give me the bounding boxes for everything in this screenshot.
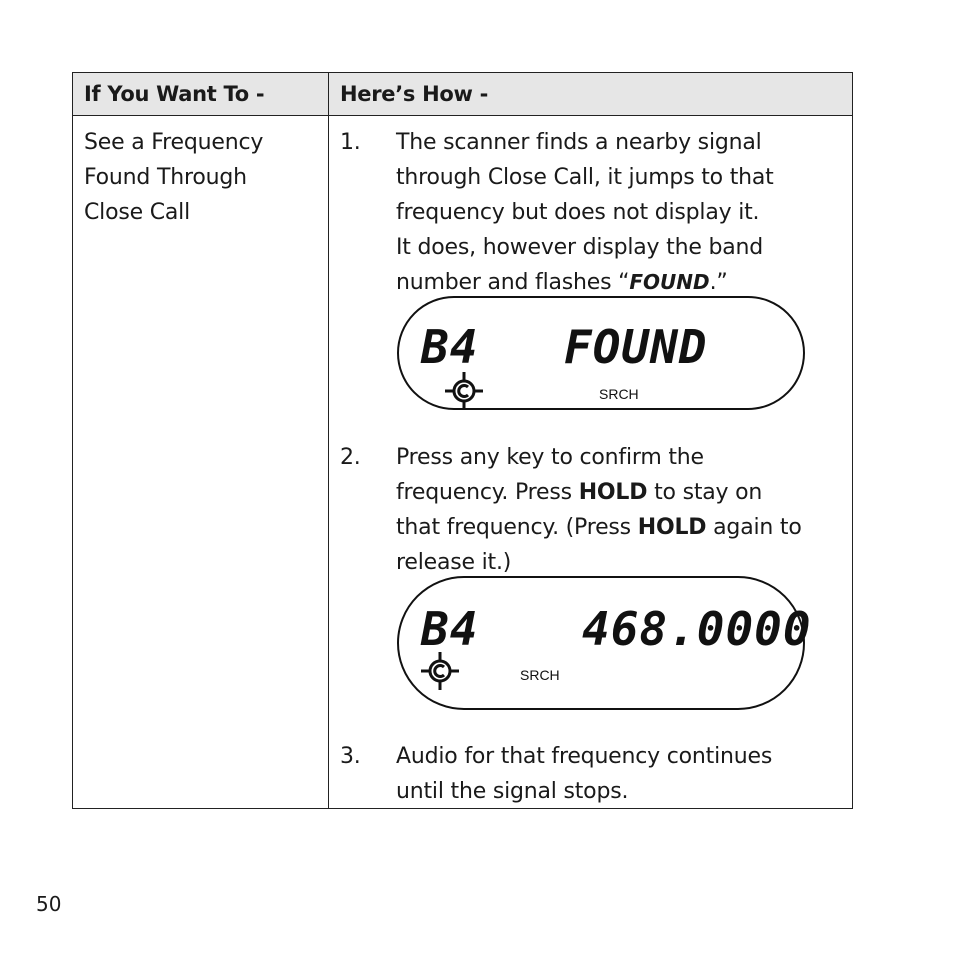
lcd-display-found <box>397 296 805 410</box>
step-line <box>396 510 836 545</box>
step-text <box>396 739 836 809</box>
step-line: until the signal stops. <box>396 779 629 804</box>
column-divider <box>328 73 329 808</box>
page-number: 50 <box>36 892 62 916</box>
step-line: Press any key to confirm the <box>396 445 704 470</box>
step-line <box>396 475 836 510</box>
table-header <box>73 73 852 116</box>
step-line-part: that frequency. (Press <box>396 515 638 540</box>
lcd-frequency: 468.0000 <box>582 602 812 656</box>
task-line: Close Call <box>84 200 190 225</box>
step-line: frequency but does not display it. <box>396 200 760 225</box>
close-call-icon <box>419 650 461 692</box>
lcd-band: B4 <box>421 602 479 656</box>
lcd-inline-word: FOUND <box>629 270 710 294</box>
step-number: 2. <box>340 445 361 470</box>
header-col-how: Here’s How - <box>340 82 489 106</box>
step-text <box>396 125 836 300</box>
step-line-part: again to <box>706 515 802 540</box>
step-line-suffix: .” <box>709 270 728 295</box>
task-line: Found Through <box>84 165 247 190</box>
step-number: 3. <box>340 744 361 769</box>
step-line: through Close Call, it jumps to that <box>396 165 774 190</box>
task-line: See a Frequency <box>84 130 264 155</box>
step-text <box>396 440 836 580</box>
task-cell <box>84 125 263 230</box>
lcd-display-frequency <box>397 576 812 710</box>
step-number: 1. <box>340 130 361 155</box>
lcd-message: FOUND <box>564 320 708 374</box>
srch-indicator: SRCH <box>599 386 639 402</box>
hold-key-label: HOLD <box>637 515 707 540</box>
step-line-prefix: number and flashes “ <box>396 270 630 295</box>
instruction-table <box>72 72 853 809</box>
header-col-task: If You Want To - <box>84 82 265 106</box>
hold-key-label: HOLD <box>578 480 648 505</box>
step-line: release it.) <box>396 550 512 575</box>
step-line-part: frequency. Press <box>396 480 579 505</box>
step-line <box>396 265 836 300</box>
lcd-band: B4 <box>421 320 479 374</box>
step-line: It does, however display the band <box>396 235 764 260</box>
step-line: The scanner finds a nearby signal <box>396 130 762 155</box>
close-call-icon <box>443 370 485 412</box>
srch-indicator: SRCH <box>520 667 560 683</box>
step-line: Audio for that frequency continues <box>396 744 773 769</box>
step-line-part: to stay on <box>647 480 763 505</box>
